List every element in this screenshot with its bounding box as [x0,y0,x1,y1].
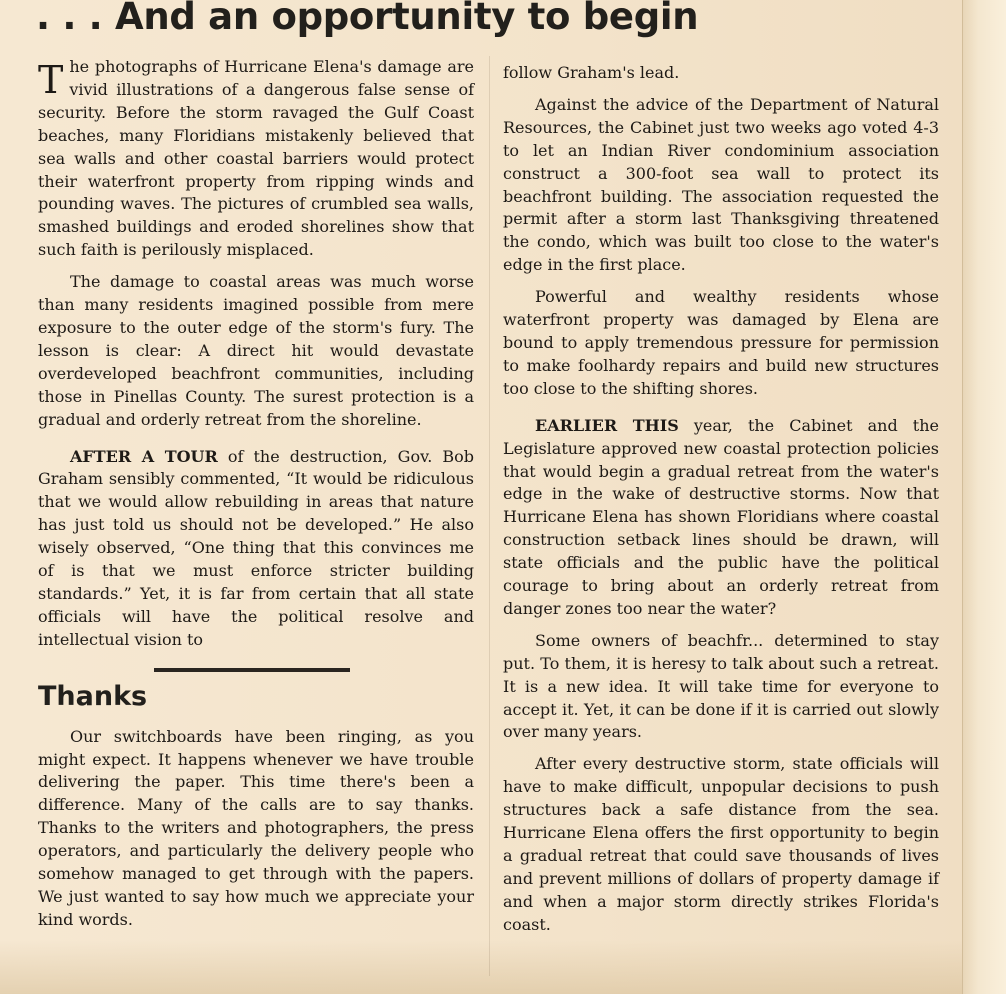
article-paragraph [38,446,474,652]
lead-in: AFTER A TOUR [70,446,218,466]
paragraph-text: of the destruction, Gov. Bob Graham sensibly commented, “It would be ridiculous that we would allow rebuilding in areas that nature has just told us should not be developed.” He also wisely observed, “One thing that this convinces me of is that we must enforce stricter building standards.” Yet, it is far from certain that all state officials will have the political resolve and intellectual vision to [38,446,475,649]
paragraph-text: he photographs of Hurricane Elena's damage are vivid illustrations of a dangerous false sense of security. Before the storm ravaged the Gulf Coast beaches, many Floridians mistakenly believed that sea walls and other coastal barriers would protect their waterfront property from ripping winds and pounding waves. The pictures of crumbled sea walls, smashed buildings and eroded shorelines show that such faith is perilously misplaced. [38,57,474,260]
article-paragraph: Against the advice of the Department of Natural Resources, the Cabinet just two weeks ago voted 4-3 to let an Indian River condominium association construct a 300-foot sea wall to protect its beachfront building. The association requested the permit after a storm last Thanksgiving threatened the condo, which was built too close to the water's edge in the first place. [503,94,939,275]
thanks-paragraph: Our switchboards have been ringing, as you might expect. It happens whenever we have trouble delivering the paper. This time there's been a difference. Many of the calls are to say thanks. Thanks to the writers and photographers, the press operators, and particularly the delivery people who somehow managed to get through with the papers. We just wanted to say how much we appreciate your kind words. [38,726,474,929]
headline: . . . And an opportunity to begin [36,0,699,38]
left-column [38,56,474,941]
article-paragraph: follow Graham's lead. [503,63,680,82]
article-paragraph: The damage to coastal areas was much worse than many residents imagined possible from mere exposure to the outer edge of the storm's fury. The lesson is clear: A direct hit would devastate overdeveloped beachfront communities, including those in Pinellas County. The surest protection is a gradual and orderly retreat from the shoreline. [38,272,474,429]
article-paragraph [503,415,939,621]
paper-edge [962,0,1006,994]
article-paragraph: Some owners of beachfr... determined to stay put. To them, it is heresy to talk about such a retreat. It is a new idea. It will take time for everyone to accept it. Yet, it can be done if it is carried out slowly over many years. [503,630,939,742]
paragraph-text: year, the Cabinet and the Legislature approved new coastal protection policies that would begin a gradual retreat from the water's edge in the wake of destructive storms. Now that Hurricane Elena has shown Floridians where coastal construction setback lines should be drawn, will state officials and the public have the political courage to bring about an orderly retreat from danger zones too near the water? [503,415,940,618]
section-rule [154,668,350,672]
paper-shadow [0,940,962,994]
lead-in: EARLIER THIS [535,415,679,435]
right-column [503,62,939,946]
article-paragraph: Powerful and wealthy residents whose waterfront property was damaged by Elena are bound to apply tremendous pressure for permission to make foolhardy repairs and build new structures too close to the shifting shores. [503,287,939,398]
article-paragraph: After every destructive storm, state officials will have to make difficult, unpopular decisions to push structures back a safe distance from the sea. Hurricane Elena offers the first opportunity to begin a gradual retreat that could save thousands of lives and prevent millions of dollars of property damage if and when a major storm directly strikes Florida's coast. [503,754,939,934]
drop-cap: T [38,58,64,102]
thanks-heading: Thanks [38,680,148,712]
article-paragraph [38,56,474,262]
column-divider [489,56,490,976]
